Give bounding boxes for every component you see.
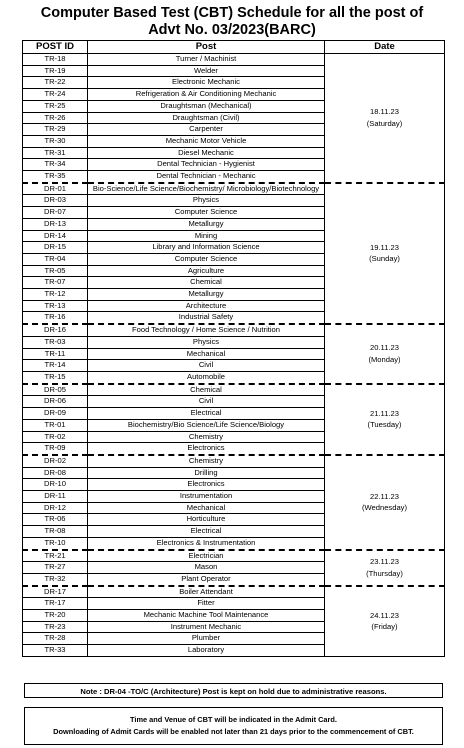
table-row: [23, 54, 445, 66]
post-name-cell: Metallurgy: [88, 218, 325, 230]
post-name-cell: Laboratory: [88, 645, 325, 657]
post-id-cell: DR-12: [23, 502, 88, 514]
post-name-cell: Electronics: [88, 479, 325, 491]
post-name-cell: Electrical: [88, 526, 325, 538]
post-id-cell: TR-01: [23, 419, 88, 431]
post-id-cell: TR-26: [23, 112, 88, 124]
post-id-cell: TR-02: [23, 431, 88, 443]
post-id-cell: TR-16: [23, 312, 88, 324]
post-id-cell: TR-28: [23, 633, 88, 645]
post-id-cell: DR-08: [23, 467, 88, 479]
exam-date: 20.11.23: [370, 343, 399, 353]
post-name-cell: Mechanical: [88, 348, 325, 360]
exam-day: (Wednesday): [361, 503, 408, 513]
post-name-cell: Carpenter: [88, 124, 325, 136]
date-cell: [325, 324, 445, 384]
post-name-cell: Boiler Attendant: [88, 586, 325, 598]
post-id-cell: TR-33: [23, 645, 88, 657]
hold-note: Note : DR-04 -TO/C (Architecture) Post is kept on hold due to administrative reasons.: [24, 683, 443, 698]
post-name-cell: Chemistry: [88, 431, 325, 443]
post-name-cell: Biochemistry/Bio Science/Life Science/Biology: [88, 419, 325, 431]
table-row: [23, 324, 445, 336]
table-row: [23, 384, 445, 396]
post-name-cell: Architecture: [88, 300, 325, 312]
info-line-2: Downloading of Admit Cards will be enabled not later than 21 days prior to the commencement of CBT.: [53, 727, 414, 736]
post-id-cell: TR-11: [23, 348, 88, 360]
post-id-cell: TR-14: [23, 360, 88, 372]
date-cell: [325, 384, 445, 455]
exam-date: 24.11.23: [370, 610, 399, 620]
post-id-cell: TR-19: [23, 65, 88, 77]
exam-date: 19.11.23: [370, 242, 399, 252]
exam-day: (Saturday): [366, 118, 403, 128]
schedule-body: [23, 54, 445, 657]
post-id-cell: DR-06: [23, 396, 88, 408]
table-row: [23, 183, 445, 195]
post-name-cell: Instrumentation: [88, 491, 325, 503]
post-name-cell: Turner / Machinist: [88, 54, 325, 66]
post-id-cell: TR-35: [23, 171, 88, 183]
post-name-cell: Diesel Mechanic: [88, 147, 325, 159]
post-name-cell: Agriculture: [88, 265, 325, 277]
post-id-cell: TR-24: [23, 89, 88, 101]
post-id-cell: TR-06: [23, 514, 88, 526]
post-name-cell: Electronics & Instrumentation: [88, 537, 325, 549]
post-id-cell: TR-18: [23, 54, 88, 66]
post-id-cell: TR-12: [23, 289, 88, 301]
post-name-cell: Chemical: [88, 277, 325, 289]
post-name-cell: Chemical: [88, 384, 325, 396]
post-id-cell: DR-13: [23, 218, 88, 230]
header-post: Post: [88, 41, 325, 54]
date-cell: [325, 550, 445, 586]
exam-day: (Monday): [368, 354, 401, 364]
schedule-table: [22, 40, 445, 657]
post-id-cell: DR-05: [23, 384, 88, 396]
post-id-cell: TR-32: [23, 573, 88, 585]
post-name-cell: Instrument Mechanic: [88, 621, 325, 633]
post-id-cell: TR-07: [23, 277, 88, 289]
table-row: [23, 586, 445, 598]
table-row: [23, 550, 445, 562]
post-id-cell: DR-03: [23, 195, 88, 207]
post-name-cell: Industrial Safety: [88, 312, 325, 324]
post-name-cell: Horticulture: [88, 514, 325, 526]
post-id-cell: TR-04: [23, 253, 88, 265]
post-id-cell: TR-17: [23, 598, 88, 610]
post-name-cell: Mechanical: [88, 502, 325, 514]
post-id-cell: DR-11: [23, 491, 88, 503]
post-id-cell: DR-10: [23, 479, 88, 491]
post-name-cell: Plant Operator: [88, 573, 325, 585]
header-post-id: POST ID: [23, 41, 88, 54]
post-name-cell: Civil: [88, 360, 325, 372]
post-name-cell: Food Technology / Home Science / Nutrition: [88, 324, 325, 336]
exam-date: 23.11.23: [370, 557, 399, 567]
date-cell: [325, 54, 445, 183]
date-cell: [325, 586, 445, 657]
post-name-cell: Refrigeration & Air Conditioning Mechanic: [88, 89, 325, 101]
post-name-cell: Computer Science: [88, 207, 325, 219]
post-name-cell: Physics: [88, 195, 325, 207]
post-id-cell: DR-01: [23, 183, 88, 195]
post-name-cell: Draughtsman (Civil): [88, 112, 325, 124]
post-name-cell: Automobile: [88, 371, 325, 383]
post-name-cell: Mechanic Machine Tool Maintenance: [88, 610, 325, 622]
post-id-cell: DR-17: [23, 586, 88, 598]
table-row: [23, 455, 445, 467]
exam-day: (Thursday): [366, 568, 403, 578]
post-name-cell: Fitter: [88, 598, 325, 610]
post-name-cell: Electrician: [88, 550, 325, 562]
post-name-cell: Mason: [88, 562, 325, 574]
post-name-cell: Metallurgy: [88, 289, 325, 301]
post-id-cell: TR-15: [23, 371, 88, 383]
exam-day: (Friday): [371, 622, 398, 632]
info-box: [24, 707, 443, 745]
post-id-cell: TR-21: [23, 550, 88, 562]
post-name-cell: Plumber: [88, 633, 325, 645]
post-id-cell: TR-34: [23, 159, 88, 171]
post-id-cell: TR-10: [23, 537, 88, 549]
post-name-cell: Civil: [88, 396, 325, 408]
post-id-cell: DR-02: [23, 455, 88, 467]
post-id-cell: TR-23: [23, 621, 88, 633]
post-id-cell: TR-27: [23, 562, 88, 574]
table-header-row: [23, 41, 445, 54]
info-line-1: Time and Venue of CBT will be indicated in the Admit Card.: [130, 715, 337, 724]
date-cell: [325, 455, 445, 550]
post-name-cell: Welder: [88, 65, 325, 77]
post-name-cell: Mechanic Motor Vehicle: [88, 135, 325, 147]
post-id-cell: DR-09: [23, 408, 88, 420]
post-id-cell: TR-08: [23, 526, 88, 538]
post-id-cell: DR-14: [23, 230, 88, 242]
header-date: Date: [325, 41, 445, 54]
post-id-cell: TR-25: [23, 100, 88, 112]
exam-day: (Tuesday): [367, 420, 402, 430]
title-line-2: Advt No. 03/2023(BARC): [148, 22, 316, 38]
post-id-cell: DR-07: [23, 207, 88, 219]
post-name-cell: Dental Technician - Hygienist: [88, 159, 325, 171]
post-name-cell: Library and Information Science: [88, 242, 325, 254]
post-name-cell: Drilling: [88, 467, 325, 479]
title-line-1: Computer Based Test (CBT) Schedule for all the post of: [40, 5, 424, 21]
post-id-cell: TR-29: [23, 124, 88, 136]
post-name-cell: Electronics: [88, 443, 325, 455]
document-title: [0, 5, 464, 39]
post-id-cell: TR-31: [23, 147, 88, 159]
post-id-cell: TR-05: [23, 265, 88, 277]
date-cell: [325, 183, 445, 324]
exam-date: 21.11.23: [370, 408, 399, 418]
post-name-cell: Electrical: [88, 408, 325, 420]
post-name-cell: Draughtsman (Mechanical): [88, 100, 325, 112]
post-name-cell: Physics: [88, 336, 325, 348]
post-name-cell: Electronic Mechanic: [88, 77, 325, 89]
exam-date: 18.11.23: [370, 107, 399, 117]
post-id-cell: TR-30: [23, 135, 88, 147]
post-id-cell: TR-09: [23, 443, 88, 455]
post-name-cell: Mining: [88, 230, 325, 242]
post-id-cell: DR-15: [23, 242, 88, 254]
post-name-cell: Computer Science: [88, 253, 325, 265]
post-name-cell: Chemistry: [88, 455, 325, 467]
post-name-cell: Dental Technician - Mechanic: [88, 171, 325, 183]
post-id-cell: DR-16: [23, 324, 88, 336]
post-id-cell: TR-03: [23, 336, 88, 348]
exam-date: 22.11.23: [370, 491, 399, 501]
exam-day: (Sunday): [369, 254, 400, 264]
post-id-cell: TR-13: [23, 300, 88, 312]
post-id-cell: TR-22: [23, 77, 88, 89]
post-id-cell: TR-20: [23, 610, 88, 622]
post-name-cell: Bio-Science/Life Science/Biochemistry/ Microbiology/Biotechnology: [88, 183, 325, 195]
